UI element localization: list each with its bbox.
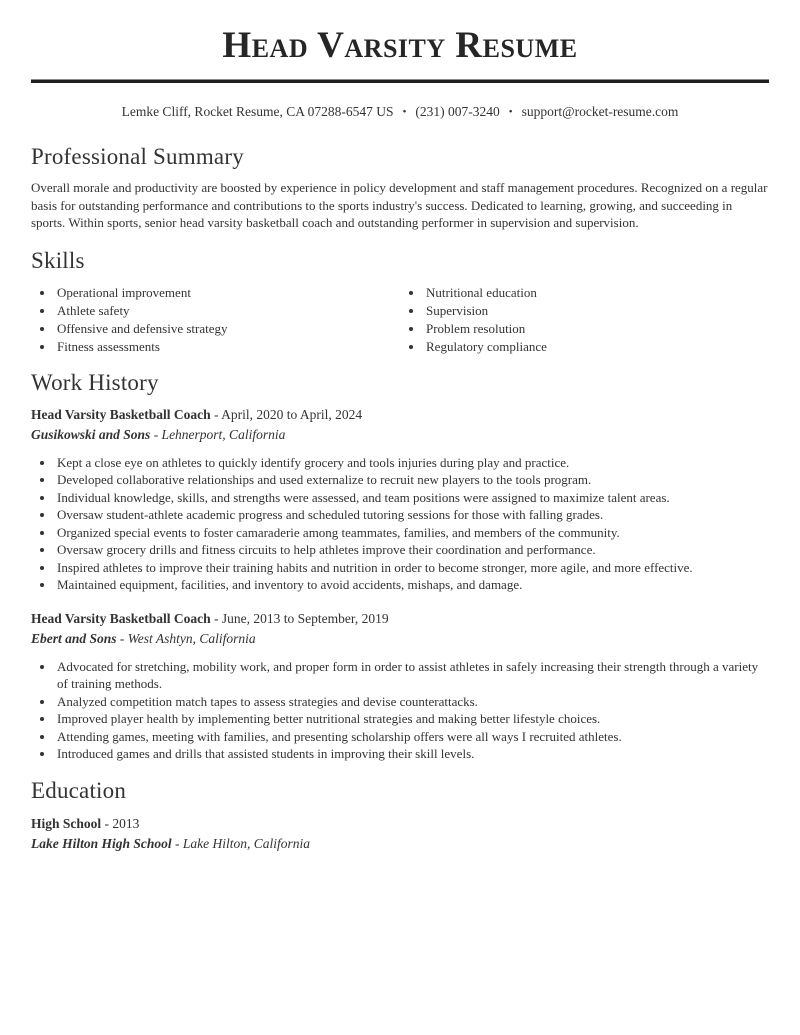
job-entry: [31, 609, 769, 763]
job-bullet: • Inspired athletes to improve their training habits and nutrition in order to become stronger, more agile, and more effective.: [55, 559, 769, 577]
job-bullet: • Oversaw student-athlete academic progress and scheduled tutoring sessions for those with falling grades.: [55, 506, 769, 524]
skills-columns: [31, 284, 769, 356]
skill-item: • Problem resolution: [424, 320, 769, 338]
job-title-line: [31, 609, 769, 629]
job-location: - West Ashtyn, California: [116, 630, 256, 646]
job-title: Head Varsity Basketball Coach: [31, 610, 211, 626]
job-bullet: • Analyzed competition match tapes to assess strategies and devise counterattacks.: [55, 693, 769, 711]
job-bullet-list: [31, 658, 769, 763]
contact-separator: •: [508, 106, 513, 118]
education-degree: High School: [31, 815, 102, 831]
job-bullet: • Kept a close eye on athletes to quickly identify grocery and tools injuries during play and practice.: [55, 454, 769, 472]
job-entry-header: [31, 609, 769, 649]
skill-item: • Supervision: [424, 302, 769, 320]
job-dates: - June, 2013 to September, 2019: [210, 610, 389, 626]
page-title: Head Varsity Resume: [222, 25, 578, 66]
job-dates: - April, 2020 to April, 2024: [210, 406, 363, 422]
section-heading-work-history: Work History: [31, 369, 159, 395]
education-year: - 2013: [101, 815, 140, 831]
job-bullet-list: [31, 454, 769, 594]
job-bullet: • Organized special events to foster camaraderie among teammates, families, and members of the community.: [55, 524, 769, 542]
job-bullet: • Developed collaborative relationships and used externalize to recruit new players to the tools program.: [55, 471, 769, 489]
header-divider: [31, 79, 769, 83]
contact-email: support@rocket-resume.com: [521, 104, 679, 119]
section-heading-education: Education: [31, 777, 127, 803]
job-location: - Lehnerport, California: [150, 426, 286, 442]
job-bullet: • Improved player health by implementing better nutritional strategies and making better lifestyle choices.: [55, 710, 769, 728]
job-bullet: • Attending games, meeting with families, and presenting scholarship offers were all ways I recruited athletes.: [55, 728, 769, 746]
skill-item: • Athlete safety: [55, 302, 400, 320]
section-heading-professional-summary: Professional Summary: [31, 144, 244, 169]
skills-list-right: [400, 284, 769, 356]
job-bullet: • Maintained equipment, facilities, and inventory to avoid accidents, mishaps, and damage.: [55, 576, 769, 594]
education-degree-line: [31, 814, 769, 834]
job-company-line: [31, 425, 769, 445]
education-school-line: [31, 834, 769, 854]
skills-list-left: [31, 284, 400, 356]
skill-item: • Operational improvement: [55, 284, 400, 302]
contact-address: Lemke Cliff, Rocket Resume, CA 07288-6547 US: [121, 104, 394, 119]
job-bullet: • Introduced games and drills that assisted students in improving their skill levels.: [55, 745, 769, 763]
job-bullet: • Individual knowledge, skills, and strengths were assessed, and team positions were assigned to maximize talent areas.: [55, 489, 769, 507]
job-company: Ebert and Sons: [31, 630, 117, 646]
education-location: - Lake Hilton, California: [171, 835, 311, 851]
skill-item: • Offensive and defensive strategy: [55, 320, 400, 338]
contact-line: [31, 104, 769, 120]
job-bullet: • Advocated for stretching, mobility work, and proper form in order to assist athletes in safely increasing their strength through a variety of training methods.: [55, 658, 769, 693]
section-heading-skills: Skills: [31, 247, 85, 273]
job-company-line: [31, 629, 769, 649]
job-company: Gusikowski and Sons: [31, 426, 151, 442]
skill-item: • Regulatory compliance: [424, 338, 769, 356]
education-school: Lake Hilton High School: [31, 835, 172, 851]
job-title-line: [31, 405, 769, 425]
skill-item: • Nutritional education: [424, 284, 769, 302]
job-entry: [31, 405, 769, 594]
job-title: Head Varsity Basketball Coach: [31, 406, 211, 422]
job-bullet: • Oversaw grocery drills and fitness circuits to help athletes improve their coordination and performance.: [55, 541, 769, 559]
skills-column-left: [31, 284, 400, 356]
skill-item: • Fitness assessments: [55, 338, 400, 356]
summary-text: Overall morale and productivity are boosted by experience in policy development and staff management procedures. Recognized on a regular basis for outstanding performance and contributions to the sports industry's success. Dedicated to learning, growing, and succeeding in sports. Within sports, senior head varsity basketball coach and outstanding performer in supervision and supervision.: [31, 180, 768, 230]
contact-phone: (231) 007-3240: [415, 104, 500, 119]
skills-column-right: [400, 284, 769, 356]
job-entry-header: [31, 405, 769, 445]
contact-separator: •: [402, 106, 407, 118]
